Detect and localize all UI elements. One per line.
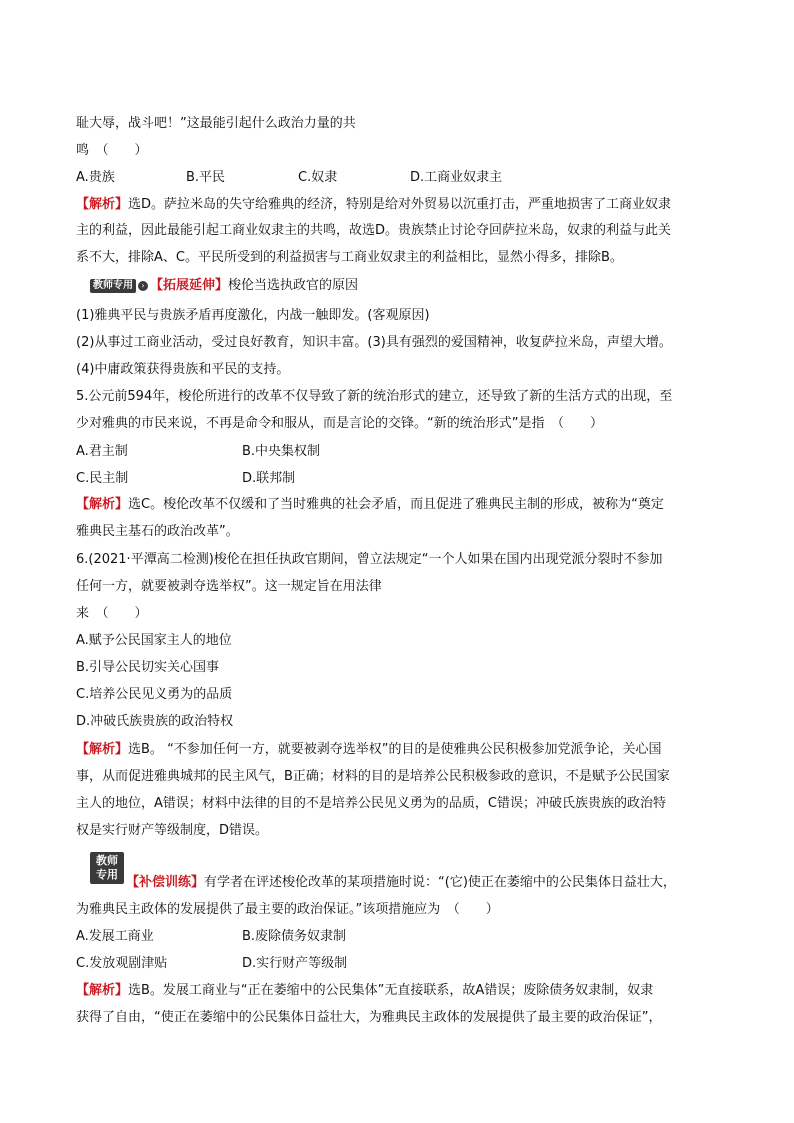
q6-option-c: C.培养公民见义勇为的品质	[76, 687, 233, 702]
chevron-circle-icon: ›	[138, 281, 148, 291]
q4-option-a: A.贵族	[76, 170, 115, 185]
supplement-option-a: A.发展工商业	[76, 929, 154, 944]
q5-analysis-line1: 【解析】选C。梭伦改革不仅缓和了当时雅典的社会矛盾，而且促进了雅典民主制的形成，被称为“奠定	[76, 497, 664, 512]
q4-option-d: D.工商业奴隶主	[410, 170, 503, 185]
extension-line: (4)中庸政策获得贵族和平民的支持。	[76, 362, 290, 377]
q6-analysis-line4: 权是实行财产等级制度，D错误。	[76, 823, 269, 838]
q6-analysis-line2: 事，从而促进雅典城邦的民主风气，B正确；材料的目的是培养公民积极参政的意识，不是赋予公民国家	[76, 769, 670, 784]
teacher-badge: 教师 专用	[90, 852, 124, 884]
q6-analysis-line1: 【解析】选B。 “不参加任何一方，就要被剥夺选举权”的目的是使雅典公民积极参加党派争论，关心国	[76, 742, 662, 757]
extension-title: 梭伦当选执政官的原因	[228, 278, 359, 293]
q4-analysis-line3: 系不大，排除A、C。平民所受到的利益损害与工商业奴隶主的利益相比，显然小得多，排除B。	[76, 250, 623, 265]
extension-heading	[90, 277, 358, 295]
supplement-analysis-line2: 获得了自由，“使正在萎缩中的公民集体日益壮大，为雅典民主政体的发展提供了最主要的政治保证”，	[76, 1010, 662, 1025]
q6-stem-line3: 来 （ ）	[76, 606, 148, 621]
q4-analysis-line1: 【解析】选D。萨拉米岛的失守给雅典的经济，特别是给对外贸易以沉重打击，严重地损害了工商业奴隶	[76, 197, 672, 212]
q4-stem-line1: 耻大辱，战斗吧！”这最能引起什么政治力量的共	[76, 116, 356, 131]
q6-analysis-tag: 【解析】	[76, 742, 129, 757]
q6-option-a: A.赋予公民国家主人的地位	[76, 633, 232, 648]
extension-line: (2)从事过工商业活动，受过良好教育，知识丰富。(3)具有强烈的爱国精神，收复萨拉米岛，声望大增。	[76, 335, 672, 350]
supplement-option-b: B.废除债务奴隶制	[242, 929, 347, 944]
q4-option-c: C.奴隶	[298, 170, 338, 185]
q5-option-a: A.君主制	[76, 444, 128, 459]
supplement-tag: 【补偿训练】	[126, 875, 205, 890]
extension-tag: 【拓展延伸】	[150, 278, 229, 293]
supplement-stem-line1: 【补偿训练】有学者在评述梭伦改革的某项措施时说：“(它)使正在萎缩中的公民集体日益壮大，	[126, 875, 676, 890]
teacher-badge: 教师专用	[90, 279, 136, 293]
q6-analysis-line3: 主人的地位，A错误；材料中法律的目的不是培养公民见义勇为的品质，C错误；冲破氏族贵族的政治特	[76, 796, 666, 811]
supplement-stem-line2: 为雅典民主政体的发展提供了最主要的政治保证。”该项措施应为 （ ）	[76, 902, 499, 917]
q5-option-d: D.联邦制	[242, 471, 296, 486]
q5-option-b: B.中央集权制	[242, 444, 321, 459]
supplement-option-c: C.发放观剧津贴	[76, 956, 168, 971]
q5-analysis-tag: 【解析】	[76, 497, 129, 512]
q5-analysis-line2: 雅典民主基石的政治改革”。	[76, 524, 239, 539]
q5-stem-line1: 5.公元前594年，梭伦所进行的改革不仅导致了新的统治形式的建立，还导致了新的生活方式的出现，至	[76, 389, 673, 404]
extension-line: (1)雅典平民与贵族矛盾再度激化，内战一触即发。(客观原因)	[76, 308, 430, 323]
supplement-analysis-tag: 【解析】	[76, 983, 129, 998]
q4-analysis-line2: 主的利益，因此最能引起工商业奴隶主的共鸣，故选D。贵族禁止讨论夺回萨拉米岛，奴隶的利益与此关	[76, 223, 672, 238]
q6-stem-line2: 任何一方，就要被剥夺选举权”。这一规定旨在用法律	[76, 579, 382, 594]
q6-option-b: B.引导公民切实关心国事	[76, 660, 220, 675]
q4-analysis-tag: 【解析】	[76, 197, 129, 212]
q6-option-d: D.冲破氏族贵族的政治特权	[76, 714, 234, 729]
q5-option-c: C.民主制	[76, 471, 129, 486]
q4-option-b: B.平民	[186, 170, 226, 185]
supplement-analysis-line1: 【解析】选B。发展工商业与“正在萎缩中的公民集体”无直接联系，故A错误；废除债务奴隶制，奴隶	[76, 983, 654, 998]
q5-stem-line2: 少对雅典的市民来说，不再是命令和服从，而是言论的交锋。“新的统治形式”是指 （ ）	[76, 416, 603, 431]
q4-stem-line2: 鸣 （ ）	[76, 143, 148, 158]
supplement-option-d: D.实行财产等级制	[242, 956, 348, 971]
q6-stem-line1: 6.(2021·平潭高二检测)梭伦在担任执政官期间，曾立法规定“一个人如果在国内出现党派分裂时不参加	[76, 552, 663, 567]
